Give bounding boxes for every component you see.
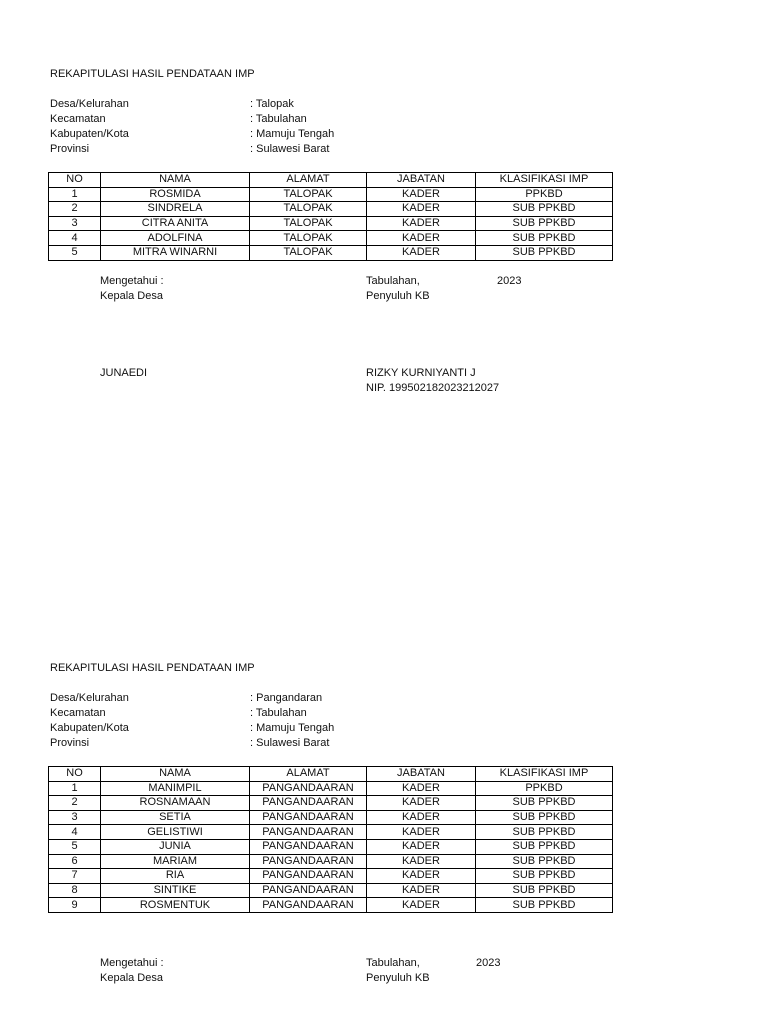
info-label: Provinsi xyxy=(50,143,90,155)
cell-jabatan: KADER xyxy=(367,839,476,854)
cell-nama: CITRA ANITA xyxy=(101,216,250,231)
table-row xyxy=(49,839,613,854)
cell-alamat: PANGANDAARAN xyxy=(250,854,367,869)
acknowledged-label: Mengetahui : xyxy=(100,957,164,969)
cell-no: 8 xyxy=(49,883,101,898)
cell-jabatan: KADER xyxy=(367,796,476,811)
cell-nama: ROSNAMAAN xyxy=(101,796,250,811)
table-row xyxy=(49,187,613,202)
cell-no: 4 xyxy=(49,231,101,246)
table-header-row xyxy=(49,767,613,782)
cell-jabatan: KADER xyxy=(367,216,476,231)
cell-jabatan: KADER xyxy=(367,854,476,869)
table-row xyxy=(49,898,613,913)
table-row xyxy=(49,825,613,840)
cell-alamat: TALOPAK xyxy=(250,245,367,260)
cell-no: 7 xyxy=(49,869,101,884)
cell-jabatan: KADER xyxy=(367,869,476,884)
table-row xyxy=(49,810,613,825)
cell-klasifikasi: SUB PPKBD xyxy=(476,883,613,898)
imp-table xyxy=(48,172,613,261)
cell-nama: SINDRELA xyxy=(101,202,250,217)
cell-klasifikasi: PPKBD xyxy=(476,781,613,796)
cell-no: 9 xyxy=(49,898,101,913)
cell-nama: MITRA WINARNI xyxy=(101,245,250,260)
cell-jabatan: KADER xyxy=(367,245,476,260)
acknowledged-label: Mengetahui : xyxy=(100,275,164,287)
cell-klasifikasi: SUB PPKBD xyxy=(476,869,613,884)
cell-no: 1 xyxy=(49,187,101,202)
cell-jabatan: KADER xyxy=(367,898,476,913)
table-row xyxy=(49,216,613,231)
place-date-label: Tabulahan, xyxy=(366,275,420,287)
cell-alamat: PANGANDAARAN xyxy=(250,796,367,811)
header-alamat: ALAMAT xyxy=(250,173,367,188)
cell-nama: ADOLFINA xyxy=(101,231,250,246)
table-header-row xyxy=(49,173,613,188)
cell-nama: MARIAM xyxy=(101,854,250,869)
info-value: : Pangandaran xyxy=(250,692,323,704)
header-klasifikasi: KLASIFIKASI IMP xyxy=(476,173,613,188)
place-date-label: Tabulahan, xyxy=(366,957,420,969)
cell-jabatan: KADER xyxy=(367,781,476,796)
cell-jabatan: KADER xyxy=(367,825,476,840)
cell-no: 5 xyxy=(49,839,101,854)
info-value: : Mamuju Tengah xyxy=(250,128,335,140)
info-label: Desa/Kelurahan xyxy=(50,98,129,110)
cell-nama: JUNIA xyxy=(101,839,250,854)
cell-jabatan: KADER xyxy=(367,231,476,246)
cell-alamat: TALOPAK xyxy=(250,231,367,246)
cell-jabatan: KADER xyxy=(367,810,476,825)
table-row xyxy=(49,883,613,898)
cell-alamat: PANGANDAARAN xyxy=(250,839,367,854)
counselor-name: RIZKY KURNIYANTI J xyxy=(366,367,476,379)
info-value: : Sulawesi Barat xyxy=(250,143,330,155)
info-label: Kabupaten/Kota xyxy=(50,128,129,140)
cell-klasifikasi: SUB PPKBD xyxy=(476,231,613,246)
village-head-name: JUNAEDI xyxy=(100,367,148,379)
cell-klasifikasi: PPKBD xyxy=(476,187,613,202)
info-label: Desa/Kelurahan xyxy=(50,692,129,704)
cell-klasifikasi: SUB PPKBD xyxy=(476,810,613,825)
cell-klasifikasi: SUB PPKBD xyxy=(476,839,613,854)
cell-no: 1 xyxy=(49,781,101,796)
cell-nama: SINTIKE xyxy=(101,883,250,898)
header-no: NO xyxy=(49,767,101,782)
counselor-nip: NIP. 199502182023212027 xyxy=(366,382,500,394)
cell-nama: SETIA xyxy=(101,810,250,825)
table-row xyxy=(49,854,613,869)
table-row xyxy=(49,202,613,217)
header-jabatan: JABATAN xyxy=(367,767,476,782)
cell-no: 2 xyxy=(49,202,101,217)
cell-nama: MANIMPIL xyxy=(101,781,250,796)
report-title: REKAPITULASI HASIL PENDATAAN IMP xyxy=(50,68,255,80)
cell-no: 6 xyxy=(49,854,101,869)
table-row xyxy=(49,245,613,260)
cell-no: 4 xyxy=(49,825,101,840)
cell-alamat: PANGANDAARAN xyxy=(250,869,367,884)
info-label: Kabupaten/Kota xyxy=(50,722,129,734)
info-label: Provinsi xyxy=(50,737,90,749)
info-value: : Tabulahan xyxy=(250,113,307,125)
village-head-label: Kepala Desa xyxy=(100,290,163,302)
cell-klasifikasi: SUB PPKBD xyxy=(476,796,613,811)
report-title: REKAPITULASI HASIL PENDATAAN IMP xyxy=(50,662,255,674)
kb-counselor-label: Penyuluh KB xyxy=(366,972,430,984)
cell-no: 3 xyxy=(49,216,101,231)
info-value: : Tabulahan xyxy=(250,707,307,719)
header-klasifikasi: KLASIFIKASI IMP xyxy=(476,767,613,782)
village-head-label: Kepala Desa xyxy=(100,972,163,984)
header-jabatan: JABATAN xyxy=(367,173,476,188)
cell-alamat: TALOPAK xyxy=(250,202,367,217)
info-value: : Mamuju Tengah xyxy=(250,722,335,734)
info-value: : Talopak xyxy=(250,98,294,110)
year-label: 2023 xyxy=(497,275,522,287)
info-label: Kecamatan xyxy=(50,113,106,125)
kb-counselor-label: Penyuluh KB xyxy=(366,290,430,302)
cell-alamat: PANGANDAARAN xyxy=(250,898,367,913)
header-alamat: ALAMAT xyxy=(250,767,367,782)
table-row xyxy=(49,869,613,884)
cell-alamat: PANGANDAARAN xyxy=(250,825,367,840)
table-row xyxy=(49,781,613,796)
year-label: 2023 xyxy=(476,957,501,969)
cell-alamat: PANGANDAARAN xyxy=(250,883,367,898)
cell-nama: GELISTIWI xyxy=(101,825,250,840)
info-value: : Sulawesi Barat xyxy=(250,737,330,749)
cell-jabatan: KADER xyxy=(367,883,476,898)
cell-no: 5 xyxy=(49,245,101,260)
cell-alamat: TALOPAK xyxy=(250,187,367,202)
cell-klasifikasi: SUB PPKBD xyxy=(476,898,613,913)
cell-alamat: PANGANDAARAN xyxy=(250,810,367,825)
cell-no: 2 xyxy=(49,796,101,811)
cell-nama: RIA xyxy=(101,869,250,884)
info-label: Kecamatan xyxy=(50,707,106,719)
cell-klasifikasi: SUB PPKBD xyxy=(476,825,613,840)
cell-nama: ROSMENTUK xyxy=(101,898,250,913)
table-row xyxy=(49,796,613,811)
table-row xyxy=(49,231,613,246)
cell-alamat: PANGANDAARAN xyxy=(250,781,367,796)
cell-klasifikasi: SUB PPKBD xyxy=(476,216,613,231)
imp-table xyxy=(48,766,613,913)
cell-alamat: TALOPAK xyxy=(250,216,367,231)
header-nama: NAMA xyxy=(101,767,250,782)
header-no: NO xyxy=(49,173,101,188)
cell-jabatan: KADER xyxy=(367,187,476,202)
cell-klasifikasi: SUB PPKBD xyxy=(476,202,613,217)
cell-jabatan: KADER xyxy=(367,202,476,217)
cell-no: 3 xyxy=(49,810,101,825)
cell-klasifikasi: SUB PPKBD xyxy=(476,854,613,869)
header-nama: NAMA xyxy=(101,173,250,188)
cell-nama: ROSMIDA xyxy=(101,187,250,202)
cell-klasifikasi: SUB PPKBD xyxy=(476,245,613,260)
